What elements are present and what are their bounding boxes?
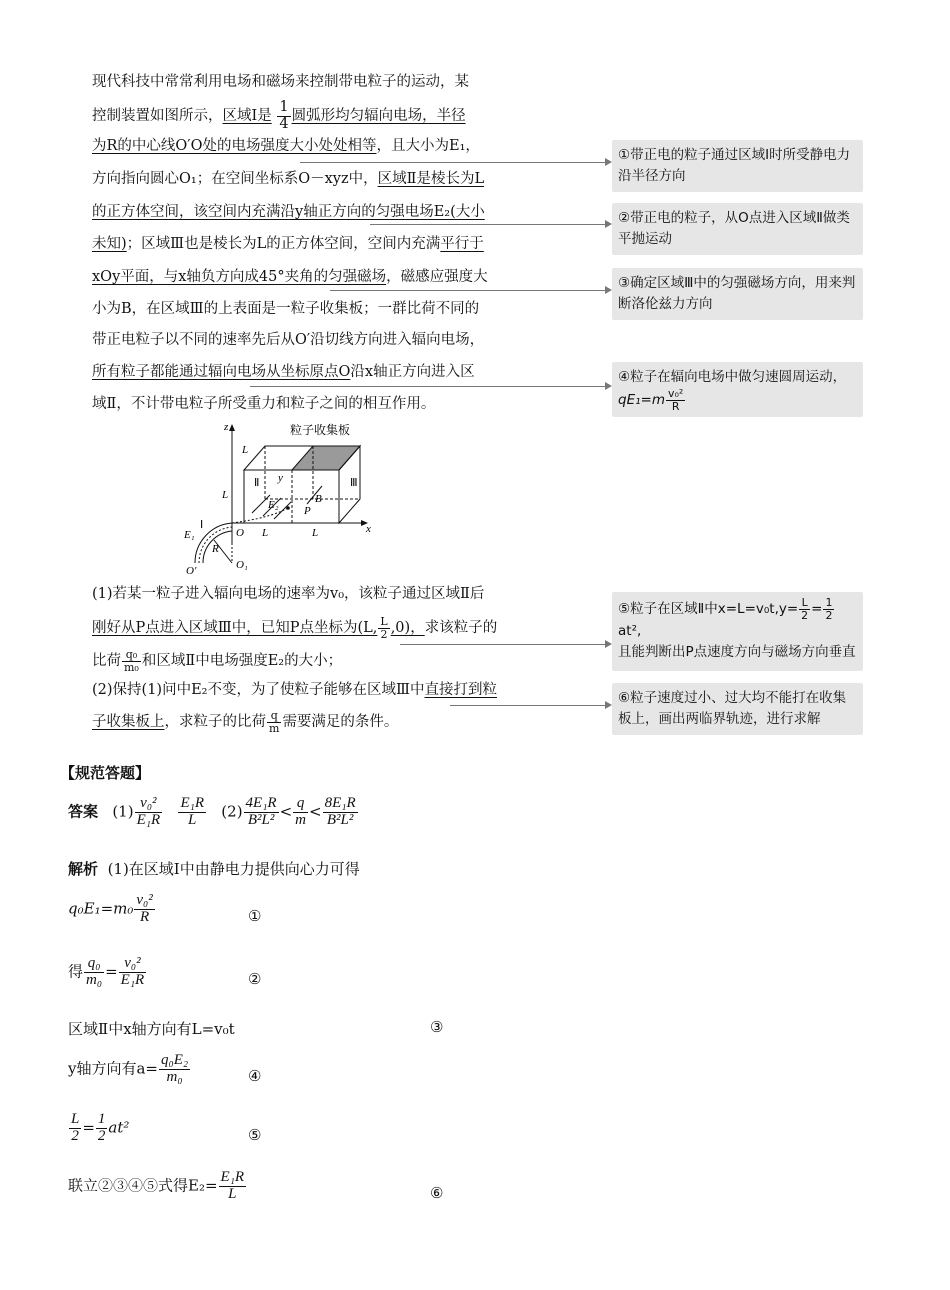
arrow-6 [605,701,612,709]
arrow-4 [605,382,612,390]
equation-3: 区域Ⅱ中x轴方向有L=v₀t [68,1020,235,1038]
problem-line-7: xOy平面，与x轴负方向成45°夹角的匀强磁场，磁感应强度大 [92,269,488,285]
label-r: R [212,543,219,555]
arrow-3 [605,286,612,294]
problem-line-3: 为R的中心线O′O处的电场强度大小处处相等，且大小为E₁， [92,138,480,154]
label-o: O [236,527,244,539]
equation-6: 联立②③④⑤式得E₂= $\frac{\text{E₁R}}{L}$ [68,1169,245,1202]
equation-number-3: ③ [430,1018,444,1036]
equation-2: 得 $\frac{\text{q₀}}{\text{m₀}}$ = $\frac{\text{v₀²}}{\text{E₁R}}$ [68,955,145,988]
label-b: B [315,493,322,505]
physics-figure [170,418,380,578]
label-l-bottom-1: L [262,527,269,539]
figure-title: 粒子收集板 [290,423,351,437]
label-y: y [278,472,283,484]
label-l-left: L [222,489,229,501]
label-o1: O₁ [236,559,248,571]
label-e1: E₁ [184,529,195,541]
analysis-line: 解析 (1)在区域Ⅰ中由静电力提供向心力可得 [68,860,360,878]
note-6: ⑥粒子速度过小、过大均不能打在收集板上，画出两临界轨迹，进行求解 [612,683,863,735]
equation-number-1: ① [248,907,262,925]
connector-5 [400,644,605,645]
question-2-line-2: 子收集板上，求粒子的比荷 $\frac{q}{m}$ 需要满足的条件。 [92,708,399,735]
label-region-3: Ⅲ [350,477,358,489]
problem-line-8: 小为B，在区域Ⅲ的上表面是一粒子收集板；一群比荷不同的 [92,301,480,317]
fraction-quarter: $\frac{1}{4}$ [279,99,289,132]
question-2-line-1: (2)保持(1)问中E₂不变，为了使粒子能够在区域Ⅲ中直接打到粒 [92,682,497,698]
problem-line-10: 所有粒子都能通过辐向电场从坐标原点O沿x轴正方向进入区 [92,364,475,380]
label-l-top: L [242,444,249,456]
connector-6 [450,705,605,706]
arrow-1 [605,158,612,166]
equation-5: $\frac{L}{2}$ = $\frac{1}{2}$ at² [71,1111,130,1144]
trajectory [232,508,288,523]
label-region-1: Ⅰ [200,519,204,531]
note-2: ②带正电的粒子，从O点进入区域Ⅱ做类平抛运动 [612,203,863,255]
connector-3 [330,290,605,291]
arrow-5 [605,640,612,648]
equation-number-2: ② [248,970,262,988]
label-x: x [366,523,371,535]
question-1-line-2: 刚好从P点进入区域Ⅲ中，已知P点坐标为(L, $\frac{L}{2}$ ,0)，求该粒子的 [92,614,498,641]
equation-number-4: ④ [248,1067,262,1085]
problem-line-5: 的正方体空间，该空间内充满沿y轴正方向的匀强电场E₂(大小 [92,204,485,220]
note-5: ⑤粒子在区域Ⅱ中x=L=v₀t,y= $\frac{L}{2}$ = $\frac{1}{2}$ at², 且能判断出P点速度方向与磁场方向垂直 [612,592,863,671]
answer-line: 答案 (1) $\frac{\text{v₀²}}{\text{E₁R}}$ $\frac{\text{E₁R}}{L}$ (2) $\frac{\text{4E₁R}}{\text{B²L²}}$ < $\frac{q}{m}$ < $\frac{\text{8E₁R}}{\text{B²L²}}$ [68,795,356,828]
equation-number-5: ⑤ [248,1126,262,1144]
label-z: z [224,421,229,433]
equation-1: q₀E₁=m₀ $\frac{\text{v₀²}}{R}$ [68,892,153,925]
problem-line-2: 控制装置如图所示，区域Ⅰ是 $\frac{1}{4}$ 圆弧形均匀辐向电场，半径 [92,99,466,132]
connector-1 [300,162,605,163]
equation-number-6: ⑥ [430,1184,444,1202]
arrow-2 [605,220,612,228]
label-l-bottom-2: L [312,527,319,539]
label-p: P [304,505,311,517]
problem-line-11: 域Ⅱ，不计带电粒子所受重力和粒子之间的相互作用。 [92,396,436,412]
point-p [286,506,290,510]
problem-line-4: 方向指向圆心O₁；在空间坐标系O－xyz中，区域Ⅱ是棱长为L [92,171,485,187]
note-1: ①带正电的粒子通过区域Ⅰ时所受静电力沿半径方向 [612,140,863,192]
question-1-line-3: 比荷 $\frac{\text{q₀}}{\text{m₀}}$ 和区域Ⅱ中电场强度E₂的大小； [92,647,343,674]
problem-line-9: 带正电粒子以不同的速率先后从O′沿切线方向进入辐向电场， [92,332,485,348]
label-oprime: O′ [186,565,197,577]
connector-4 [250,386,605,387]
note-3: ③确定区域Ⅲ中的匀强磁场方向，用来判断洛伦兹力方向 [612,268,863,320]
equation-4: y轴方向有a= $\frac{\text{q₀E₂}}{\text{m₀}}$ [68,1052,189,1085]
problem-line-6: 未知)；区域Ⅲ也是棱长为L的正方体空间，空间内充满平行于 [92,236,484,252]
connector-2 [370,224,605,225]
answer-section-title: 【规范答题】 [60,764,151,782]
question-1-line-1: (1)若某一粒子进入辐向电场的速率为v₀，该粒子通过区域Ⅱ后 [92,586,485,602]
z-arrow [229,424,235,431]
problem-line-1: 现代科技中常常利用电场和磁场来控制带电粒子的运动，某 [92,74,469,90]
label-region-2: Ⅱ [254,477,260,489]
note-4: ④粒子在辐向电场中做匀速圆周运动， qE₁=m $\frac{\text{v₀²}}{R}$ [612,362,863,417]
label-e2: E₂ [268,499,279,511]
